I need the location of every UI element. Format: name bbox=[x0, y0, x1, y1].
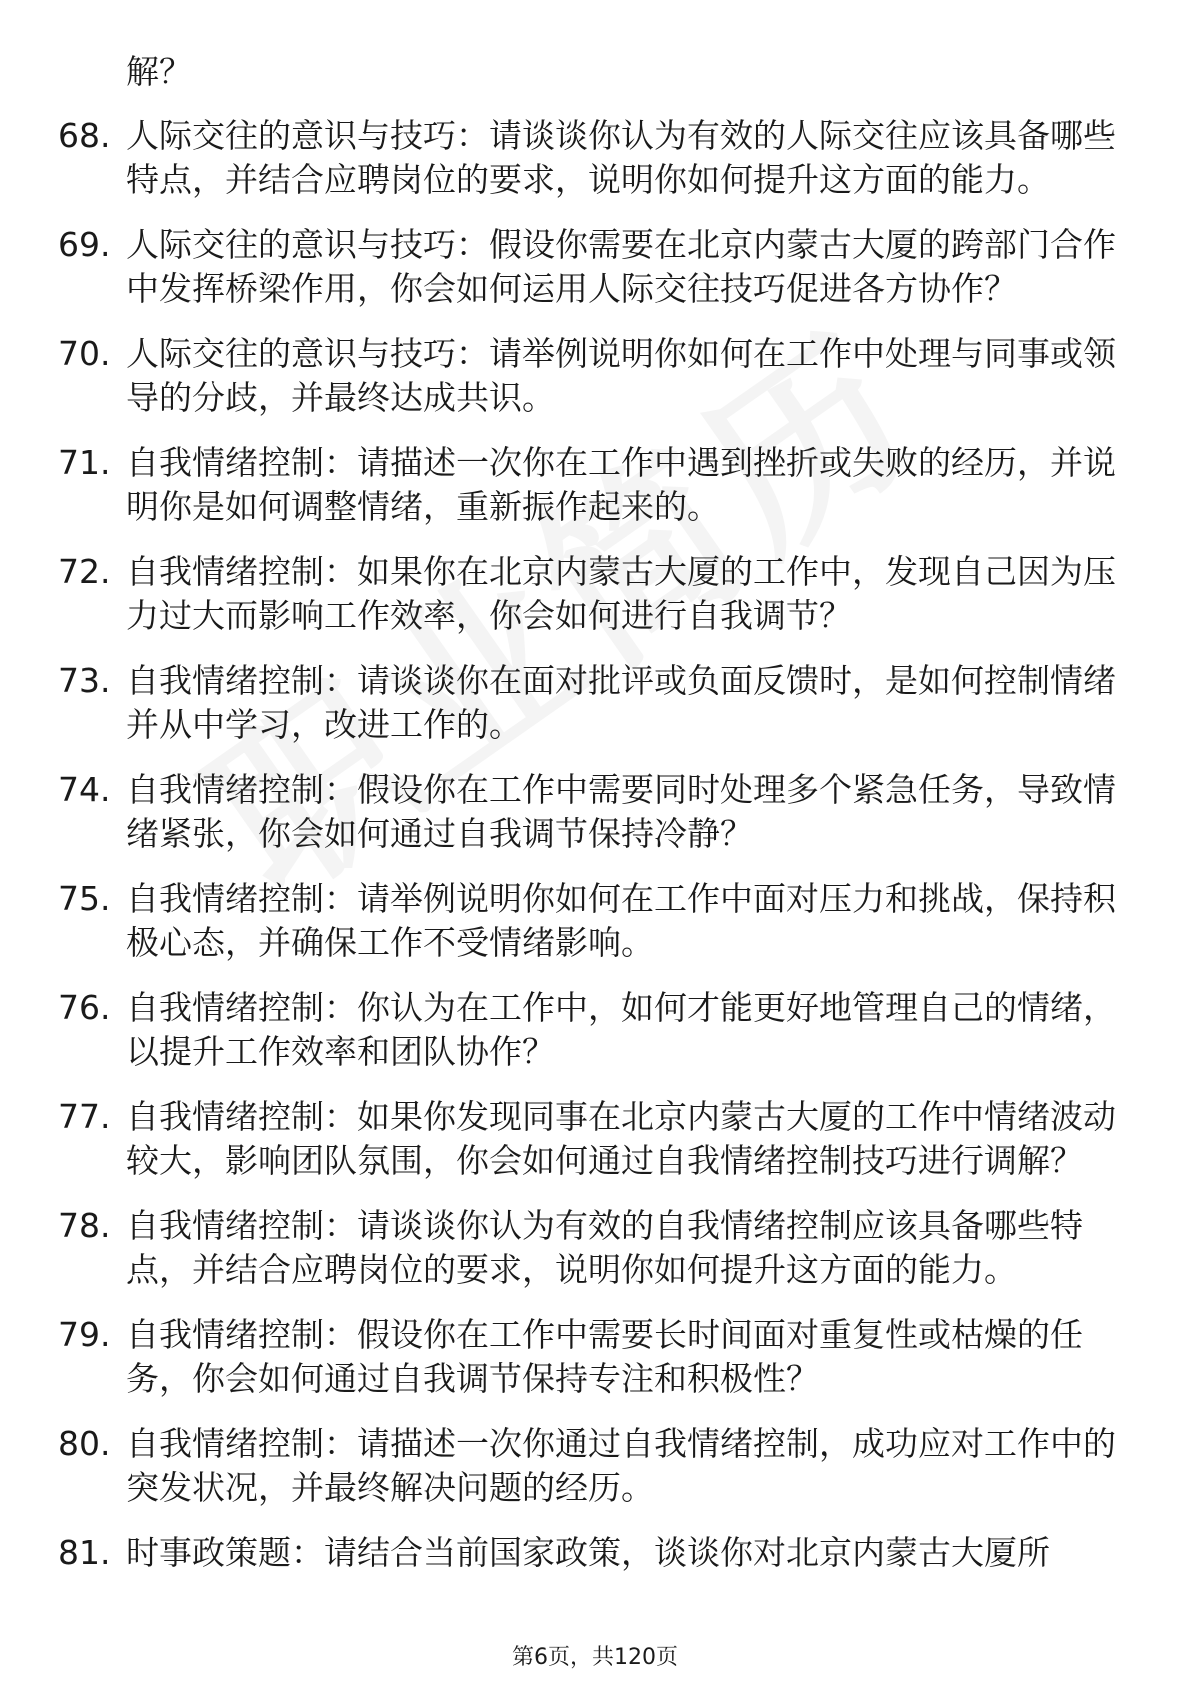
question-text: 自我情绪控制：如果你在北京内蒙古大厦的工作中，发现自己因为压力过大而影响工作效率，你会如何进行自我调节？ bbox=[126, 552, 1116, 635]
question-text: 自我情绪控制：请谈谈你认为有效的自我情绪控制应该具备哪些特点，并结合应聘岗位的要求，说明你如何提升这方面的能力。 bbox=[126, 1206, 1083, 1289]
question-number: 69. bbox=[58, 225, 111, 264]
question-number: 81. bbox=[58, 1533, 111, 1572]
question-number: 76. bbox=[58, 988, 111, 1027]
question-number: 71. bbox=[58, 443, 111, 482]
page-content bbox=[58, 50, 1118, 1596]
question-text: 自我情绪控制：假设你在工作中需要同时处理多个紧急任务，导致情绪紧张，你会如何通过自我调节保持冷静？ bbox=[126, 770, 1116, 853]
question-item bbox=[58, 1095, 1118, 1183]
question-text: 人际交往的意识与技巧：假设你需要在北京内蒙古大厦的跨部门合作中发挥桥梁作用，你会如何运用人际交往技巧促进各方协作？ bbox=[126, 225, 1116, 308]
question-item bbox=[58, 114, 1118, 202]
question-number: 77. bbox=[58, 1097, 111, 1136]
question-item bbox=[58, 877, 1118, 965]
question-number: 68. bbox=[58, 116, 111, 155]
question-item bbox=[58, 768, 1118, 856]
question-item bbox=[58, 1422, 1118, 1510]
question-number: 78. bbox=[58, 1206, 111, 1245]
question-text: 人际交往的意识与技巧：请举例说明你如何在工作中处理与同事或领导的分歧，并最终达成共识。 bbox=[126, 334, 1116, 417]
question-item bbox=[58, 550, 1118, 638]
question-item bbox=[58, 659, 1118, 747]
question-item bbox=[58, 223, 1118, 311]
question-number: 70. bbox=[58, 334, 111, 373]
question-item bbox=[58, 441, 1118, 529]
question-item bbox=[58, 332, 1118, 420]
question-text: 自我情绪控制：请描述一次你在工作中遇到挫折或失败的经历，并说明你是如何调整情绪，重新振作起来的。 bbox=[126, 443, 1116, 526]
continuation-text: 解？ bbox=[126, 52, 192, 91]
question-number: 74. bbox=[58, 770, 111, 809]
question-number: 80. bbox=[58, 1424, 111, 1463]
question-item bbox=[58, 1313, 1118, 1401]
question-item bbox=[58, 1531, 1118, 1575]
question-text: 时事政策题：请结合当前国家政策，谈谈你对北京内蒙古大厦所 bbox=[126, 1533, 1050, 1572]
question-text: 自我情绪控制：假设你在工作中需要长时间面对重复性或枯燥的任务，你会如何通过自我调节保持专注和积极性？ bbox=[126, 1315, 1083, 1398]
question-text: 自我情绪控制：请举例说明你如何在工作中面对压力和挑战，保持积极心态，并确保工作不受情绪影响。 bbox=[126, 879, 1116, 962]
page-footer: 第6页，共120页 bbox=[512, 1645, 678, 1670]
question-item bbox=[58, 1204, 1118, 1292]
question-number: 72. bbox=[58, 552, 111, 591]
question-text: 自我情绪控制：请谈谈你在面对批评或负面反馈时，是如何控制情绪并从中学习，改进工作的。 bbox=[126, 661, 1116, 744]
question-text: 自我情绪控制：你认为在工作中，如何才能更好地管理自己的情绪，以提升工作效率和团队协作？ bbox=[126, 988, 1116, 1071]
question-text: 人际交往的意识与技巧：请谈谈你认为有效的人际交往应该具备哪些特点，并结合应聘岗位的要求，说明你如何提升这方面的能力。 bbox=[126, 116, 1116, 199]
question-number: 79. bbox=[58, 1315, 111, 1354]
question-number: 75. bbox=[58, 879, 111, 918]
question-item bbox=[58, 986, 1118, 1074]
question-text: 自我情绪控制：如果你发现同事在北京内蒙古大厦的工作中情绪波动较大，影响团队氛围，你会如何通过自我情绪控制技巧进行调解？ bbox=[126, 1097, 1116, 1180]
question-text: 自我情绪控制：请描述一次你通过自我情绪控制，成功应对工作中的突发状况，并最终解决问题的经历。 bbox=[126, 1424, 1116, 1507]
question-number: 73. bbox=[58, 661, 111, 700]
